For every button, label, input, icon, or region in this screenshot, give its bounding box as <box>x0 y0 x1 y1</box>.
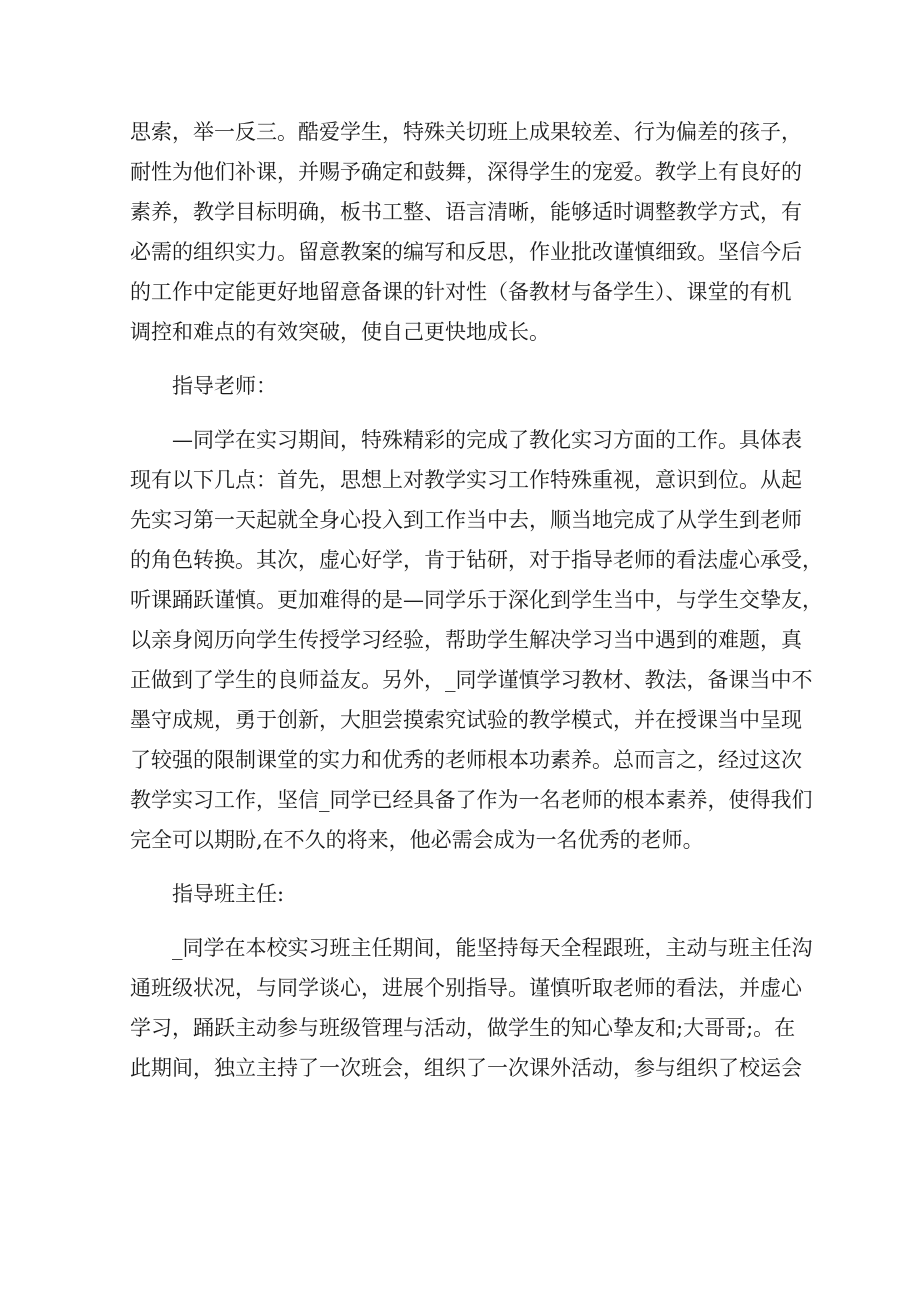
section-heading-class-teacher: 指导班主任: <box>172 882 285 906</box>
text-line: 教学实习工作，坚信_同学已经具备了作为一名老师的根本素养，使得我们 <box>130 788 813 812</box>
text-line: 学习，踊跃主动参与班级管理与活动，做学生的知心挚友和;大哥哥;。在 <box>130 1016 796 1040</box>
text-line: 通班级状况，与同学谈心，进展个别指导。谨慎听取老师的看法，并虚心 <box>130 976 802 1000</box>
text-line: 以亲身阅历向学生传授学习经验，帮助学生解决学习当中遇到的难题，真 <box>130 628 802 652</box>
paragraph-gap <box>130 352 810 366</box>
text-line: 调控和难点的有效突破，使自己更快地成长。 <box>130 320 550 344</box>
text-line: 的角色转换。其次，虚心好学，肯于钻研，对于指导老师的看法虚心承受， <box>130 548 823 572</box>
section-heading-supervising-teacher: 指导老师： <box>172 374 277 398</box>
text-line: 现有以下几点：首先，思想上对教学实习工作特殊重视，意识到位。从起 <box>130 468 802 492</box>
document-body <box>130 112 823 1088</box>
text-line: 必需的组织实力。留意教案的编写和反思，作业批改谨慎细致。坚信今后 <box>130 240 802 264</box>
text-line: 素养，教学目标明确，板书工整、语言清晰，能够适时调整教学方式，有 <box>130 200 802 224</box>
paragraph-gap <box>130 860 810 874</box>
text-line: 完全可以期盼,在不久的将来，他必需会成为一名优秀的老师。 <box>130 828 704 852</box>
text-line: 正做到了学生的良师益友。另外，_同学谨慎学习教材、教法，备课当中不 <box>130 668 813 692</box>
text-line: 了较强的限制课堂的实力和优秀的老师根本功素养。总而言之，经过这次 <box>130 748 802 772</box>
text-line: 的工作中定能更好地留意备课的针对性（备教材与备学生）、课堂的有机 <box>130 280 792 304</box>
paragraph-gap <box>130 406 810 420</box>
text-line: _同学在本校实习班主任期间，能坚持每天全程跟班，主动与班主任沟 <box>172 936 813 960</box>
text-line: 听课踊跃谨慎。更加难得的是—同学乐于深化到学生当中，与学生交挚友， <box>130 588 823 612</box>
paragraph-teacher-evaluation <box>130 420 823 860</box>
paragraph-student-evaluation <box>130 112 810 352</box>
paragraph-gap <box>130 914 810 928</box>
text-line: —同学在实习期间，特殊精彩的完成了教化实习方面的工作。具体表 <box>172 428 802 452</box>
text-line: 先实习第一天起就全身心投入到工作当中去，顺当地完成了从学生到老师 <box>130 508 802 532</box>
text-line: 思索，举一反三。酷爱学生，特殊关切班上成果较差、行为偏差的孩子， <box>130 120 802 144</box>
paragraph-class-teacher-evaluation <box>130 928 813 1088</box>
text-line: 此期间，独立主持了一次班会，组织了一次课外活动，参与组织了校运会 <box>130 1056 802 1080</box>
text-line: 墨守成规，勇于创新，大胆尝摸索究试验的教学模式，并在授课当中呈现 <box>130 708 802 732</box>
text-line: 耐性为他们补课，并赐予确定和鼓舞，深得学生的宠爱。教学上有良好的 <box>130 160 802 184</box>
